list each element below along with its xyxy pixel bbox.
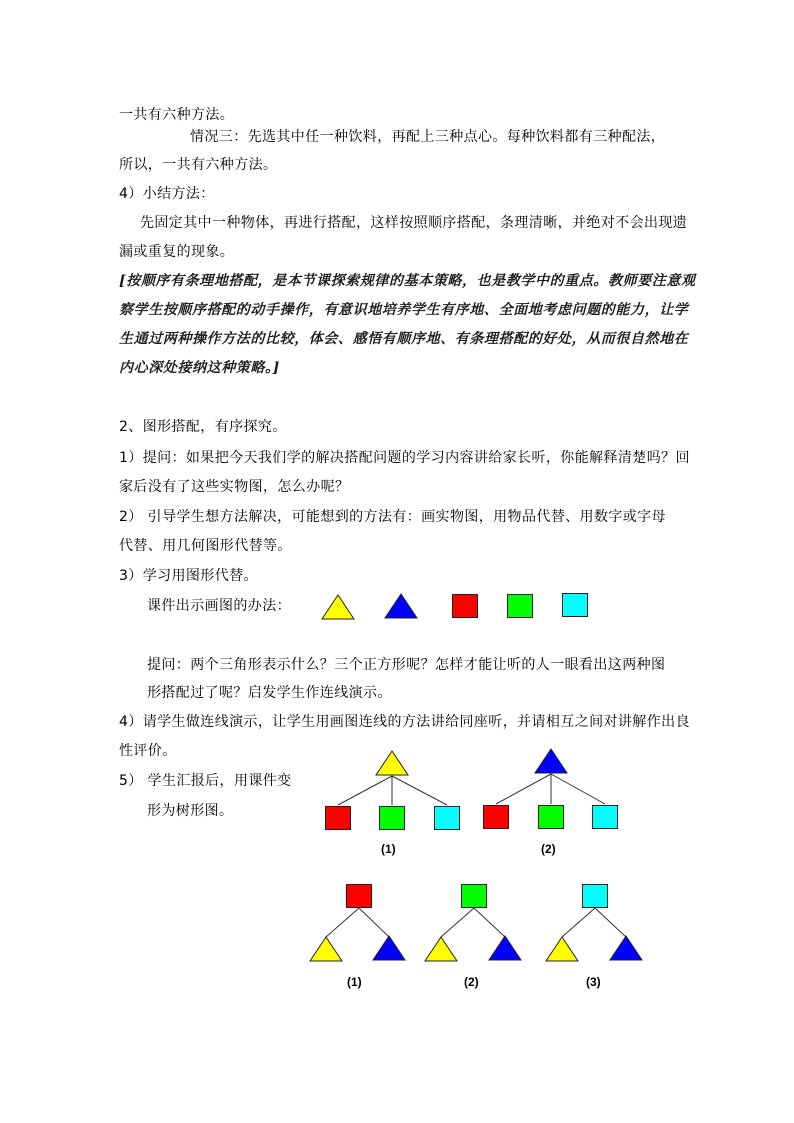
text-line: 5） 学生汇报后，用课件变 <box>119 773 292 789</box>
tree2-green-square <box>538 805 564 829</box>
tree1-cyan-square <box>434 806 460 830</box>
tree4-yellow-triangle <box>424 936 458 962</box>
text-line: 提问：两个三角形表示什么？三个正方形呢？怎样才能让听的人一眼看出这两种图 <box>147 657 666 673</box>
text-line: 形为树形图。 <box>147 803 234 819</box>
tree3-root-red-square <box>346 884 372 908</box>
green-square-shape <box>507 594 533 618</box>
text-line: 家后没有了这些实物图，怎么办呢？ <box>119 479 350 495</box>
text-line: 所以，一共有六种方法。 <box>119 157 278 173</box>
text-line: 3）学习用图形代替。 <box>119 568 258 584</box>
tree1-red-square <box>325 806 351 830</box>
diagram-caption: (1) <box>347 975 362 989</box>
emphasis-line: [按顺序有条理地搭配，是本节课探索规律的基本策略，也是教学中的重点。教师要注意观 <box>119 273 696 289</box>
emphasis-line: 察学生按顺序搭配的动手操作，有意识地培养学生有序地、全面地考虑问题的能力，让学 <box>119 302 689 318</box>
emphasis-line: 内心深处接纳这种策略。] <box>119 360 280 376</box>
tree5-yellow-triangle <box>545 936 579 962</box>
tree4-root-green-square <box>461 884 487 908</box>
text-line: 情况三：先选其中任一种饮料，再配上三种点心。每种饮料都有三种配法， <box>190 129 666 145</box>
yellow-triangle-shape <box>321 594 355 620</box>
tree2-red-square <box>483 805 509 829</box>
text-line: 4）请学生做连线演示，让学生用画图连线的方法讲给同座听，并请相互之间对讲解作出良 <box>119 714 690 730</box>
diagram-caption: (2) <box>464 975 479 989</box>
text-line: 代替、用几何图形代替等。 <box>119 538 292 554</box>
emphasis-line: 生通过两种操作方法的比较，体会、感悟有顺序地、有条理搭配的好处，从而很自然地在 <box>119 331 689 347</box>
text-line: 一共有六种方法。 <box>119 107 235 123</box>
section-heading: 2、图形搭配，有序探究。 <box>119 419 287 435</box>
blue-triangle-shape <box>384 593 418 619</box>
cyan-square-shape <box>562 593 588 617</box>
tree5-blue-triangle <box>609 935 643 961</box>
tree5-root-cyan-square <box>582 884 608 908</box>
tree4-blue-triangle <box>488 935 522 961</box>
text-line: 课件出示画图的办法： <box>147 598 291 614</box>
text-line: 2） 引导学生想方法解决，可能想到的方法有：画实物图，用物品代替、用数字或字母 <box>119 509 666 525</box>
tree3-yellow-triangle <box>309 936 343 962</box>
diagram-caption: (1) <box>381 842 396 856</box>
tree2-root-blue-triangle <box>534 748 568 774</box>
tree1-green-square <box>379 806 405 830</box>
text-line: 形搭配过了呢？启发学生作连线演示。 <box>147 685 392 701</box>
diagram-caption: (3) <box>586 975 601 989</box>
text-line: 先固定其中一种物体，再进行搭配，这样按照顺序搭配，条理清晰，并绝对不会出现遗 <box>140 215 688 231</box>
text-line: 4）小结方法： <box>119 186 215 202</box>
text-line: 1）提问：如果把今天我们学的解决搭配问题的学习内容讲给家长听，你能解释清楚吗？回 <box>119 450 690 466</box>
tree3-blue-triangle <box>372 935 406 961</box>
tree2-cyan-square <box>592 805 618 829</box>
text-line: 性评价。 <box>119 743 177 759</box>
tree1-root-yellow-triangle <box>375 750 409 776</box>
text-line: 漏或重复的现象。 <box>119 244 235 260</box>
diagram-caption: (2) <box>541 842 556 856</box>
red-square-shape <box>452 594 478 618</box>
